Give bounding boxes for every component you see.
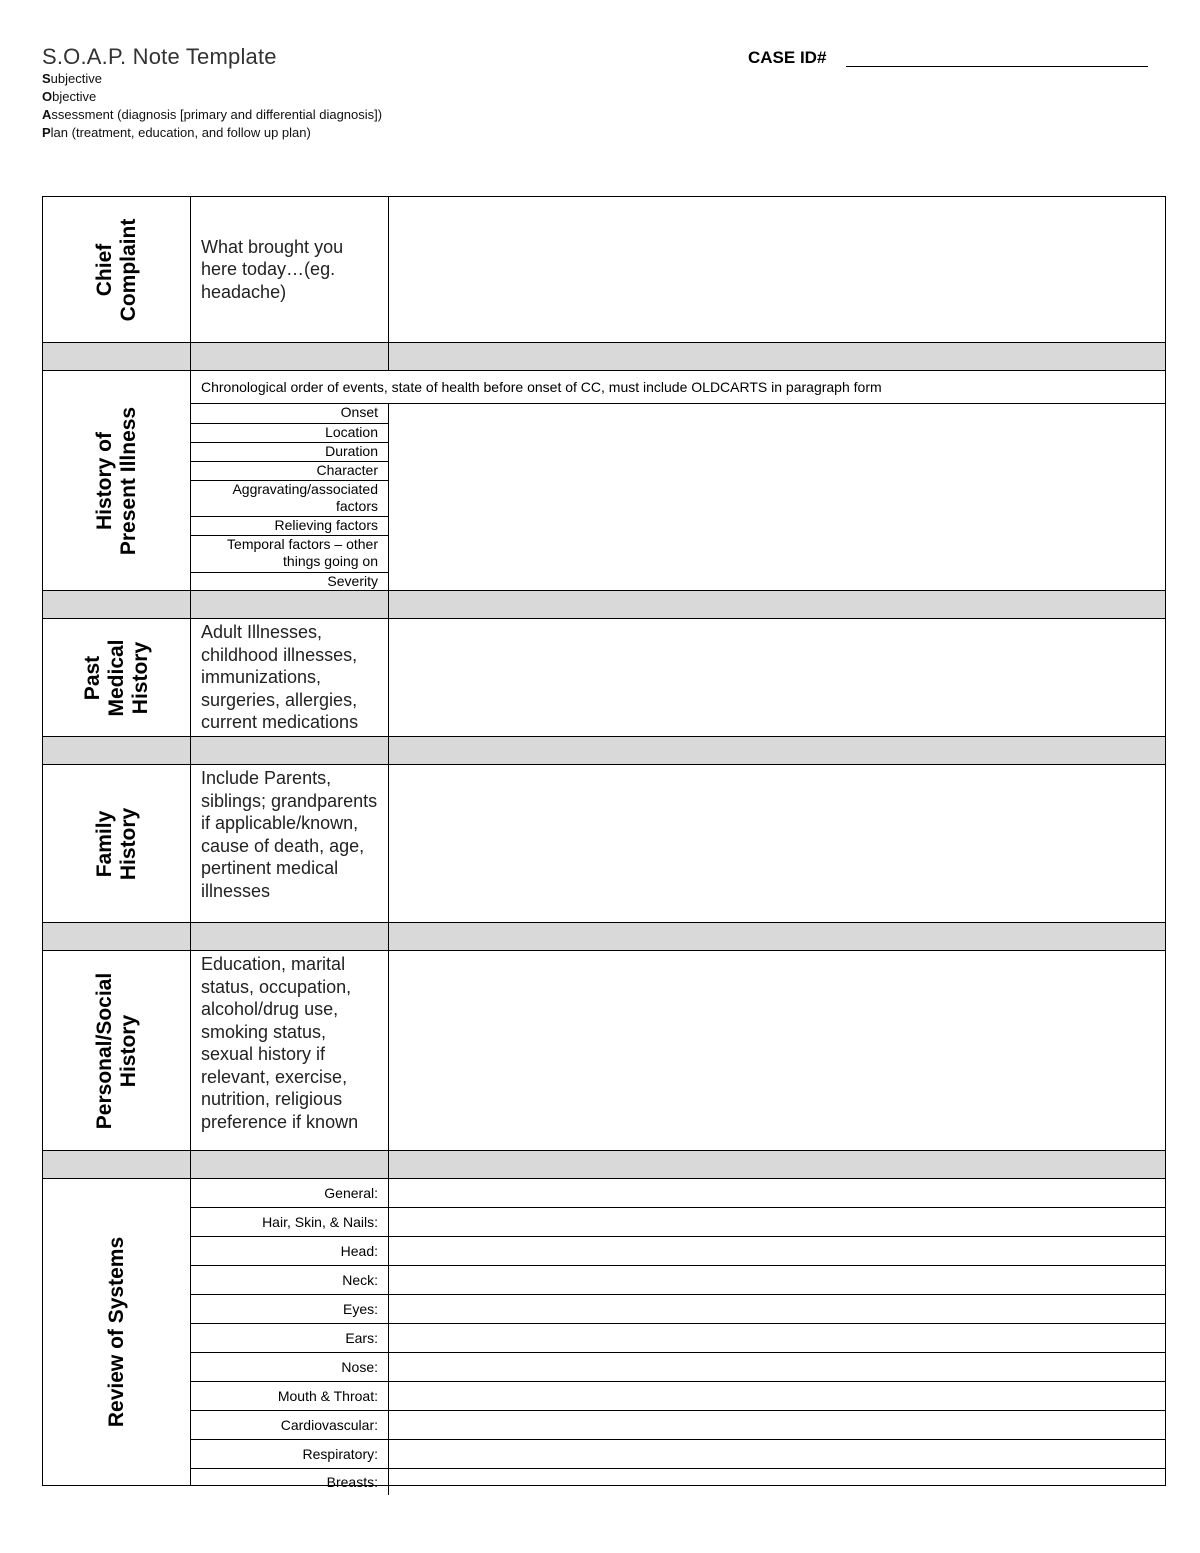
case-id-label: CASE ID# (748, 48, 827, 67)
pmh-prompt: Adult Illnesses, childhood illnesses, immunizations, surgeries, allergies, current medications (201, 622, 359, 732)
soap-legend (42, 70, 382, 142)
social-history-prompt: Education, marital status, occupation, alcohol/drug use, smoking status, sexual history if relevant, exercise, nutrition, religious preference if known (201, 954, 359, 1132)
separator-row (42, 736, 1166, 764)
pmh-row (42, 618, 1166, 736)
ros-item-cardiovascular: Cardiovascular: (191, 1411, 1165, 1440)
chief-complaint-row (42, 196, 1166, 342)
separator-row (42, 922, 1166, 950)
soap-form (42, 196, 1166, 1490)
pmh-label: Past Medical History (80, 638, 152, 717)
legend-line-objective: Objective (42, 89, 97, 104)
ros-general-entry[interactable] (389, 1179, 1165, 1207)
ros-item-hair-skin-nails: Hair, Skin, & Nails: (191, 1208, 1165, 1237)
ros-item-ears: Ears: (191, 1324, 1165, 1353)
ros-mouth-throat-entry[interactable] (389, 1382, 1165, 1410)
hpi-item-location: Location (191, 424, 388, 443)
legend-line-assessment: Assessment (diagnosis [primary and differential diagnosis]) (42, 107, 383, 122)
social-history-label: Personal/Social History (92, 972, 140, 1129)
separator-row (42, 342, 1166, 370)
ros-item-head: Head: (191, 1237, 1165, 1266)
ros-hair-skin-nails-entry[interactable] (389, 1208, 1165, 1236)
ros-respiratory-entry[interactable] (389, 1440, 1165, 1468)
ros-ears-entry[interactable] (389, 1324, 1165, 1352)
chief-complaint-label: Chief Complaint (92, 218, 140, 321)
family-history-label: Family History (92, 807, 140, 880)
ros-eyes-entry[interactable] (389, 1295, 1165, 1323)
ros-item-nose: Nose: (191, 1353, 1165, 1382)
ros-item-eyes: Eyes: (191, 1295, 1165, 1324)
hpi-label: History of Present Illness (92, 406, 140, 555)
hpi-entry[interactable] (389, 404, 1165, 590)
case-id-field[interactable] (846, 66, 1148, 67)
ros-item-general: General: (191, 1179, 1165, 1208)
ros-item-neck: Neck: (191, 1266, 1165, 1295)
ros-head-entry[interactable] (389, 1237, 1165, 1265)
hpi-item-temporal: Temporal factors – other things going on (191, 536, 388, 573)
chief-complaint-entry[interactable] (389, 197, 1165, 342)
hpi-item-onset: Onset (191, 404, 388, 424)
social-history-row (42, 950, 1166, 1150)
separator-row (42, 1150, 1166, 1178)
ros-label: Review of Systems (104, 1236, 128, 1428)
oldcarts-list (191, 404, 389, 590)
ros-row (42, 1178, 1166, 1490)
hpi-item-severity: Severity (327, 573, 378, 589)
hpi-item-aggravating: Aggravating/associated factors (191, 481, 388, 517)
pmh-entry[interactable] (389, 619, 1165, 736)
ros-cardiovascular-entry[interactable] (389, 1411, 1165, 1439)
ros-item-breasts: Breasts: (191, 1469, 1165, 1495)
hpi-item-character: Character (191, 462, 388, 481)
ros-item-mouth-throat: Mouth & Throat: (191, 1382, 1165, 1411)
social-history-entry[interactable] (389, 951, 1165, 1150)
chief-complaint-prompt: What brought you here today…(eg. headache) (201, 236, 344, 302)
hpi-item-duration: Duration (191, 443, 388, 462)
hpi-item-relieving: Relieving factors (191, 517, 388, 536)
family-history-entry[interactable] (389, 765, 1165, 922)
document-header (42, 44, 382, 142)
ros-neck-entry[interactable] (389, 1266, 1165, 1294)
hpi-description: Chronological order of events, state of health before onset of CC, must include OLDCARTS in paragraph form (191, 371, 1165, 404)
family-history-row (42, 764, 1166, 922)
legend-line-plan: Plan (treatment, education, and follow up plan) (42, 125, 311, 140)
document-title: S.O.A.P. Note Template (42, 44, 277, 69)
separator-row (42, 590, 1166, 618)
ros-breasts-entry[interactable] (389, 1469, 1165, 1495)
legend-line-subjective: Subjective (42, 71, 102, 86)
family-history-prompt: Include Parents, siblings; grandparents if applicable/known, cause of death, age, pertinent medical illnesses (201, 768, 378, 901)
ros-item-respiratory: Respiratory: (191, 1440, 1165, 1469)
ros-nose-entry[interactable] (389, 1353, 1165, 1381)
hpi-row (42, 370, 1166, 590)
